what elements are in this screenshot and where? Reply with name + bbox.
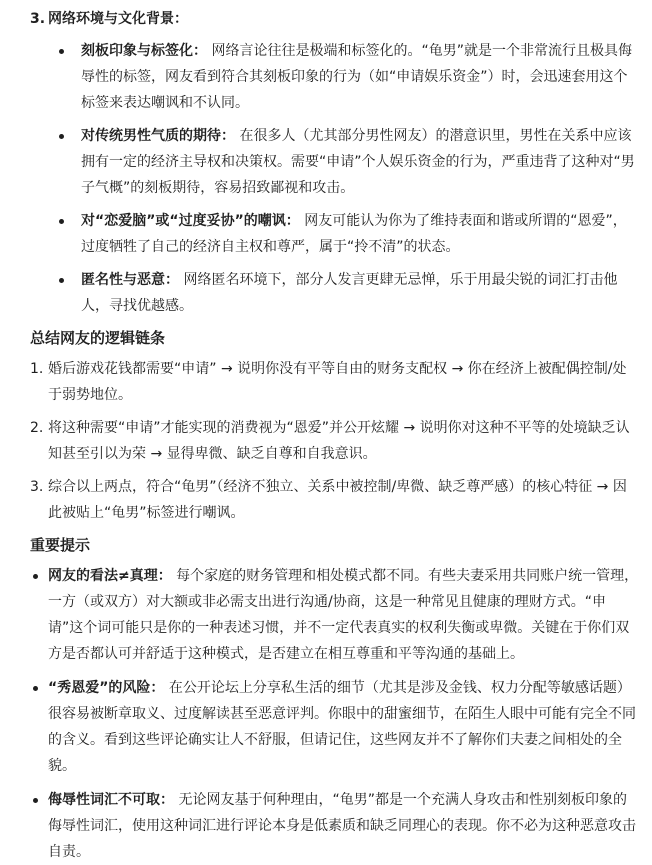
item-text: 婚后游戏花钱都需要“申请” → 说明你没有平等自由的财务支配权 → 你在经济上被配偶控制/处于弱势地位。 [48,361,627,403]
bullet-dot-icon [59,278,64,283]
bullet-dot-icon [59,49,64,54]
tips-list [30,563,640,865]
item-text: 综合以上两点，符合“龟男”（经济不独立、关系中被控制/卑微、缺乏尊严感）的核心特征 → 因此被贴上“龟男”标签进行嘲讽。 [48,479,627,521]
bullet-dot-icon [59,134,64,139]
item-text: 网络言论往往是极端和标签化的。“龟男”就是一个非常流行且极具侮辱性的标签，网友看到符合其刻板印象的行为（如“申请娱乐资金”）时，会迅速套用这个标签来表达嘲讽和不认同。 [81,43,632,111]
item-text: 网络匿名环境下，部分人发言更肆无忌惮，乐于用最尖锐的词汇打击他人，寻找优越感。 [81,272,618,314]
item-text: 无论网友基于何种理由，“龟男”都是一个充满人身攻击和性别刻板印象的侮辱性词汇，使用这种词汇进行评论本身是低素质和缺乏同理心的表现。你不必为这种恶意攻击自责。 [48,792,636,860]
summary-list [30,356,640,526]
list-item [30,356,640,408]
list-item [55,123,640,201]
list-item [30,474,640,526]
tips-heading: 重要提示 [30,536,91,554]
section-3-list [30,38,640,319]
item-text: 在很多人（尤其部分男性网友）的潜意识里，男性在关系中应该拥有一定的经济主导权和决策权。需要“申请”个人娱乐资金的行为，严重违背了这种对“男子气概”的刻板期待，容易招致鄙视和攻击。 [81,128,635,196]
list-item [30,563,640,667]
item-label: 网友的看法≠真理： [48,568,172,584]
item-label: 侮辱性词汇不可取： [48,792,174,808]
item-label: 匿名性与恶意： [81,272,179,288]
list-item [30,787,640,865]
item-number: 1. [30,361,44,377]
list-item [30,415,640,467]
list-item [55,208,640,260]
list-item [55,38,640,116]
item-text: 网友可能认为你为了维持表面和谐或所谓的“恩爱”，过度牺牲了自己的经济自主权和尊严，属于“拎不清”的状态。 [81,213,627,255]
list-item [55,267,640,319]
bullet-dot-icon [59,219,64,224]
summary-heading: 总结网友的逻辑链条 [30,329,166,347]
item-text: 将这种需要“申请”才能实现的消费视为“恩爱”并公开炫耀 → 说明你对这种不平等的处境缺乏认知甚至引以为荣 → 显得卑微、缺乏自尊和自我意识。 [48,420,630,462]
item-text: 每个家庭的财务管理和相处模式都不同。有些夫妻采用共同账户统一管理，一方（或双方）对大额或非必需支出进行沟通/协商，这是一种常见且健康的理财方式。“申请”这个词可能只是你的一种表述习惯，并不一定代表真实的权利失衡或卑微。关键在于你们双方是否都认可并舒适于这种模式，是否建立在相互尊重和平等沟通的基础上。 [48,568,639,662]
section-3-title: 网络环境与文化背景： [48,11,188,27]
item-label: 对传统男性气质的期待： [81,128,235,144]
bullet-dot-icon [33,574,38,579]
item-label: 刻板印象与标签化： [81,43,207,59]
section-3-heading [30,6,640,32]
item-number: 2. [30,420,44,436]
document-page [0,6,652,860]
bullet-dot-icon [33,686,38,691]
item-number: 3. [30,479,44,495]
item-label: 对“恋爱脑”或“过度妥协”的嘲讽： [81,213,300,229]
item-label: “秀恩爱”的风险： [48,680,165,696]
item-text: 在公开论坛上分享私生活的细节（尤其是涉及金钱、权力分配等敏感话题）很容易被断章取义、过度解读甚至恶意评判。你眼中的甜蜜细节，在陌生人眼中可能有完全不同的含义。看到这些评论确实让人不舒服，但请记住，这些网友并不了解你们夫妻之间相处的全貌。 [48,680,636,774]
bullet-dot-icon [33,798,38,803]
list-item [30,675,640,779]
section-3-number: 3. [30,11,46,27]
